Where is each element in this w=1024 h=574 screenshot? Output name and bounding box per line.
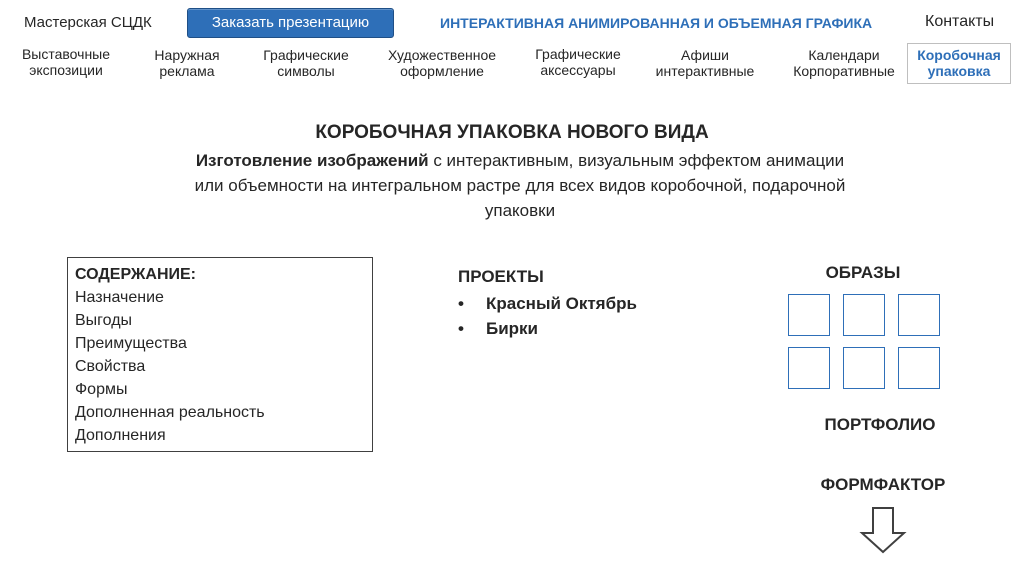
section-title-banner: ИНТЕРАКТИВНАЯ АНИМИРОВАННАЯ И ОБЪЕМНАЯ ГРАФИКА	[440, 15, 873, 31]
contents-item-additions[interactable]: Дополнения	[75, 427, 166, 444]
page-subtitle	[180, 148, 860, 223]
nav-item-art-design[interactable]: Художественное оформление	[387, 47, 497, 79]
project-item-tags[interactable]	[458, 319, 538, 339]
projects-title: ПРОЕКТЫ	[458, 267, 544, 286]
nav-item-box-packaging[interactable]: Коробочная упаковка	[907, 43, 1011, 84]
project-label: Красный Октябрь	[486, 294, 637, 313]
arrow-down-icon[interactable]	[858, 505, 908, 555]
nav-item-graphic-symbols[interactable]: Графические символы	[263, 47, 349, 79]
order-presentation-button[interactable]: Заказать презентацию	[187, 8, 394, 38]
nav-item-corporate-calendars[interactable]: Календари Корпоративные	[793, 47, 895, 79]
project-label: Бирки	[486, 319, 539, 338]
subtitle-text: с интерактивным, визуальным эффектом анимации или объемности на интегральном растре для всех видов коробочной, подарочной упаковки	[194, 151, 846, 220]
bullet-icon: •	[458, 294, 464, 313]
nav-item-interactive-posters[interactable]: Афиши интерактивные	[655, 47, 755, 79]
contents-item-forms[interactable]: Формы	[75, 381, 128, 398]
contents-item-advantages[interactable]: Преимущества	[75, 335, 187, 352]
bullet-icon: •	[458, 319, 464, 338]
image-thumbnail[interactable]	[898, 347, 940, 389]
image-thumbnail[interactable]	[898, 294, 940, 336]
contents-item-augmented-reality[interactable]: Дополненная реальность	[75, 404, 265, 421]
contents-item-properties[interactable]: Свойства	[75, 358, 146, 375]
image-thumbnail[interactable]	[788, 347, 830, 389]
portfolio-link[interactable]: ПОРТФОЛИО	[824, 415, 936, 434]
contacts-link[interactable]: Контакты	[925, 13, 995, 30]
nav-item-outdoor-ads[interactable]: Наружная реклама	[154, 47, 220, 79]
contents-title: СОДЕРЖАНИЕ:	[75, 266, 196, 283]
image-thumbnail[interactable]	[843, 294, 885, 336]
images-title: ОБРАЗЫ	[825, 263, 901, 282]
page-title: КОРОБОЧНАЯ УПАКОВКА НОВОГО ВИДА	[315, 122, 709, 143]
contents-item-purpose[interactable]: Назначение	[75, 289, 164, 306]
project-item-krasny-oktyabr[interactable]	[458, 294, 637, 314]
formfactor-link[interactable]: ФОРМФАКТОР	[820, 475, 946, 494]
nav-item-graphic-accessories[interactable]: Графические аксессуары	[535, 46, 621, 78]
subtitle-bold: Изготовление изображений	[195, 151, 429, 170]
image-thumbnail[interactable]	[843, 347, 885, 389]
brand-link[interactable]: Мастерская СЦДК	[24, 14, 152, 31]
image-thumbnail[interactable]	[788, 294, 830, 336]
contents-panel	[67, 257, 373, 452]
nav-item-exhibitions[interactable]: Выставочные экспозиции	[21, 46, 111, 78]
contents-item-benefits[interactable]: Выгоды	[75, 312, 133, 329]
